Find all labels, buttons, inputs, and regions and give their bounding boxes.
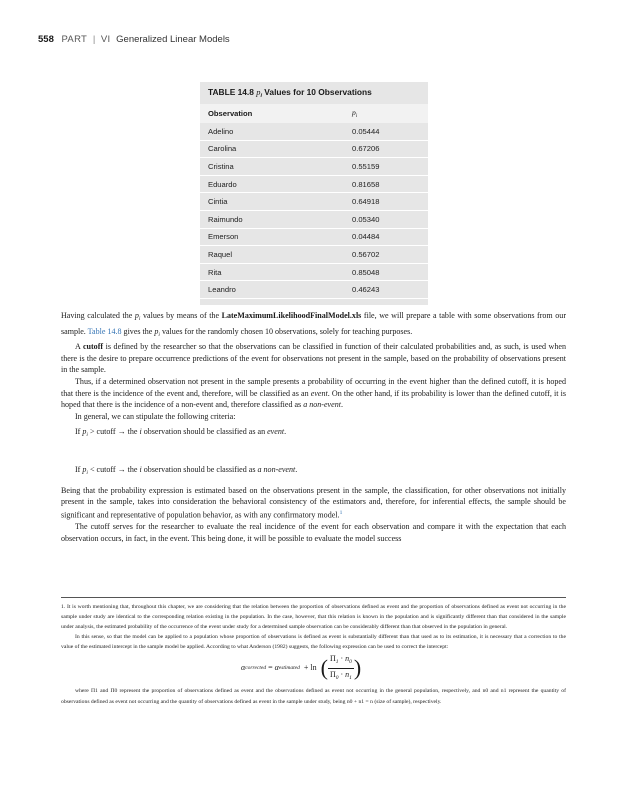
paragraph: In general, we can stipulate the following criteria: bbox=[75, 411, 236, 421]
table-link[interactable]: Table 14.8 bbox=[87, 326, 122, 336]
body-text bbox=[61, 310, 566, 544]
observation-cell: Leandro bbox=[200, 281, 344, 299]
paragraph: The cutoff serves for the researcher to evaluate the real incidence of the event for each observation and compare it with the expectation that each observation occurs, in fact, in the event. This being done, it will be possible to evaluate the model success bbox=[61, 521, 566, 543]
page-number: 558 bbox=[38, 34, 54, 45]
observation-cell: Cristina bbox=[200, 158, 344, 176]
probability-cell: 0.85048 bbox=[344, 263, 428, 281]
footnote-ref[interactable]: 1 bbox=[339, 509, 343, 516]
running-title: Generalized Linear Models bbox=[116, 34, 230, 45]
probability-cell: 0.05444 bbox=[344, 123, 428, 140]
table-row bbox=[200, 228, 428, 246]
probability-cell: 0.55159 bbox=[344, 158, 428, 176]
part-label: PART bbox=[61, 34, 88, 45]
probability-cell: 0.81658 bbox=[344, 175, 428, 193]
column-header-observation: Observation bbox=[200, 104, 344, 123]
probability-cell: 0.04484 bbox=[344, 228, 428, 246]
table-row bbox=[200, 263, 428, 281]
intercept-correction-formula: α corrected = α estimated + ln ( $\frac{\Pi_1 \cdot n_0}{\Pi_0 \cdot n_1}$ ) bbox=[241, 653, 362, 681]
observation-cell: Eduardo bbox=[200, 175, 344, 193]
table-row bbox=[200, 140, 428, 158]
observation-cell: Cintia bbox=[200, 193, 344, 211]
paragraph: A cutoff is defined by the researcher so that the observations can be classified in function of their calculated probabilities and, as such, is used when there is the desire to prepare occurrence predictions of the event for observations not present in the sample, based on the probability of observations present in the sample. bbox=[61, 342, 566, 375]
observation-cell: Carolina bbox=[200, 140, 344, 158]
table-caption: TABLE 14.8 $p_i$ Values for 10 Observations bbox=[208, 87, 372, 99]
criterion-non-event: If $p_i$ < cutoff → the i observation should be classified as a non-event. bbox=[75, 464, 298, 476]
paragraph: Having calculated the $p_i$ values by means of the LateMaximumLikelihoodFinalModel.xls file, we will prepare a table with some observations from our sample. Table 14.8 gives the $p_i$ values for the randomly chosen 10 observations, solely for teaching purposes. bbox=[61, 311, 566, 338]
table-14-8 bbox=[200, 82, 428, 305]
column-header-p: $p_i$ bbox=[344, 104, 428, 123]
observation-cell: Emerson bbox=[200, 228, 344, 246]
footnote-divider bbox=[61, 597, 566, 598]
paragraph: Thus, if a determined observation not present in the sample presents a probability of occurring in the event higher than the defined cutoff, it is hoped that there is the incidence of the event and, therefore, will be classified as an event. On the other hand, if its probability is lower than the defined cutoff, it is hoped that there is the incidence of a non-event and, therefore classified as a non-event. bbox=[61, 376, 566, 410]
footnote-paragraph: In this sense, so that the model can be applied to a population whose proportion of observations is defined as event is substantially different than that used as to its estimation, it is necessary that a correction to the value of the estimated intercept in the sample model be applied. According to what Anderson (1982) suggests, the following expression can be used to correct the intercept: bbox=[61, 634, 566, 651]
page-header bbox=[38, 34, 230, 45]
table-row bbox=[200, 158, 428, 176]
table-header-row bbox=[200, 104, 428, 123]
footnote bbox=[61, 602, 566, 707]
observation-cell: Adelino bbox=[200, 123, 344, 140]
table-row bbox=[200, 123, 428, 140]
header-separator: | bbox=[92, 34, 96, 45]
observation-cell: Raquel bbox=[200, 246, 344, 264]
criterion-event: If $p_i$ > cutoff → the i observation should be classified as an event. bbox=[75, 427, 287, 439]
probability-cell: 0.56702 bbox=[344, 246, 428, 264]
footnote-paragraph: 1. It is worth mentioning that, throughout this chapter, we are considering that the relation between the proportion of observations defined as event and the proportion of observations defined as event not occurring in the sample under study are identical to the corresponding relation existing in the population. In the case, however, that this relation is known in the population and is significantly different than that considered in the sample under analysis, the estimated probability of the occurrence of the event under study for a determined sample observation can be considerably different than that observed in the population in general. bbox=[61, 604, 566, 631]
probability-cell: 0.05340 bbox=[344, 210, 428, 228]
footnote-paragraph: where Π1 and Π0 represent the proportion of observations defined as event and the observations defined as event not occurring in the general population, respectively, and n0 and n1 represent the quantity of observations defined as event not occurring and the quantity of observations defined as event in the sample under study, being n0 + n1 = n (size of sample), respectively. bbox=[61, 688, 566, 705]
observation-cell: Rita bbox=[200, 263, 344, 281]
probability-cell: 0.67206 bbox=[344, 140, 428, 158]
observation-cell: Raimundo bbox=[200, 210, 344, 228]
table-row bbox=[200, 281, 428, 299]
probability-cell: 0.46243 bbox=[344, 281, 428, 299]
table-row bbox=[200, 210, 428, 228]
table-row bbox=[200, 246, 428, 264]
probability-cell: 0.64918 bbox=[344, 193, 428, 211]
table-row bbox=[200, 193, 428, 211]
paragraph: Being that the probability expression is estimated based on the observations present in the sample, the classification, for other observations not initially present in the sample, takes into consideration the behavioral consistency of the estimators and, therefore, for inferential effects, the sample should be significant and representative of population behavior, as with any confirmatory model.$^1$ bbox=[61, 485, 566, 520]
table-row bbox=[200, 175, 428, 193]
values-table bbox=[200, 104, 428, 299]
part-roman: VI bbox=[100, 34, 111, 45]
